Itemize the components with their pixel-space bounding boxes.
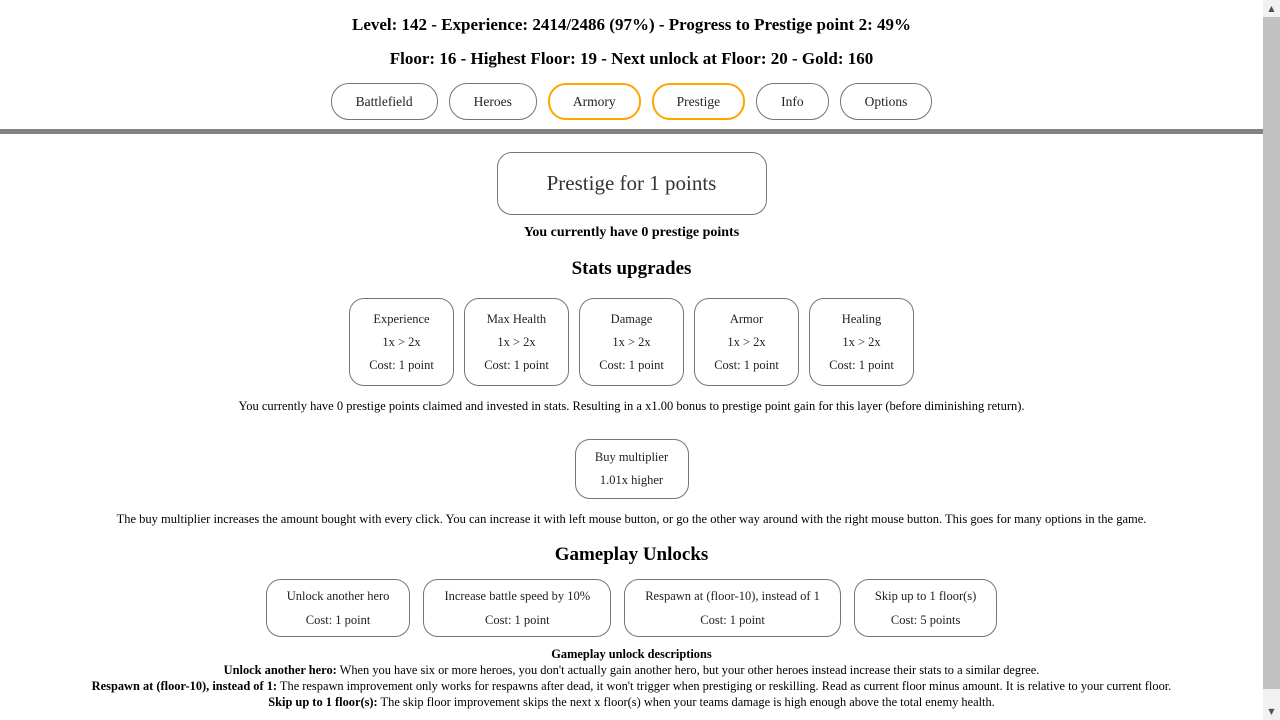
unlock-description-text: The skip floor improvement skips the next x floor(s) when your teams damage is high enough above the total enemy health. [377, 695, 995, 709]
unlock-cost: Cost: 1 point [700, 613, 765, 627]
nav-button-label: Battlefield [355, 93, 413, 109]
stat-change: 1x > 2x [842, 334, 881, 349]
stat-change: 1x > 2x [497, 334, 536, 349]
stat-change: 1x > 2x [612, 334, 651, 349]
buy-multiplier-description: The buy multiplier increases the amount bought with every click. You can increase it with left mouse button, or go the other way around with the right mouse button. This goes for many options in the game. [116, 512, 1147, 526]
stats-upgrades-heading: Stats upgrades [571, 258, 692, 279]
buy-multiplier-value: 1.01x higher [599, 473, 664, 487]
nav-button-label: Prestige [676, 93, 721, 109]
stat-upgrade-button-healing[interactable] [809, 298, 914, 386]
buy-multiplier-button[interactable] [575, 439, 689, 499]
status-line-level: Level: 142 - Experience: 2414/2486 (97%) - Progress to Prestige point 2: 49% [351, 15, 911, 34]
unlock-name: Increase battle speed by 10% [444, 589, 591, 603]
nav-button-label: Info [781, 93, 804, 109]
prestige-button[interactable]: Prestige for 1 points [497, 152, 767, 215]
unlock-descriptions-list [0, 662, 1263, 710]
stat-name: Max Health [486, 311, 547, 326]
stat-name: Armor [729, 311, 764, 326]
unlock-description-text: When you have six or more heroes, you don't actually gain another hero, but your other heroes instead increase their stats to a similar degree. [336, 663, 1040, 677]
nav-button-label: Heroes [473, 93, 512, 109]
gameplay-unlock-button-unlock-another-hero[interactable] [266, 579, 411, 637]
vertical-scrollbar[interactable] [1263, 0, 1280, 720]
stat-upgrade-button-max-health[interactable] [464, 298, 569, 386]
unlock-name: Skip up to 1 floor(s) [874, 589, 977, 603]
unlock-descriptions-heading: Gameplay unlock descriptions [551, 647, 712, 661]
nav-button-options[interactable] [840, 83, 933, 120]
nav-button-label: Armory [572, 93, 616, 109]
main-nav [0, 83, 1263, 120]
stat-cost: Cost: 1 point [829, 357, 894, 372]
scrollbar-thumb[interactable] [1263, 17, 1280, 689]
unlock-description-term: Unlock another hero: [223, 663, 337, 677]
nav-button-prestige[interactable] [652, 83, 746, 120]
stat-cost: Cost: 1 point [369, 357, 434, 372]
stat-name: Healing [841, 311, 882, 326]
unlock-name: Respawn at (floor-10), instead of 1 [645, 589, 820, 603]
header-divider [0, 129, 1280, 134]
nav-button-info[interactable] [756, 83, 829, 120]
unlock-cost: Cost: 1 point [485, 613, 550, 627]
stat-upgrade-button-experience[interactable] [349, 298, 454, 386]
stat-upgrade-button-damage[interactable] [579, 298, 684, 386]
gameplay-unlock-button-skip-up-to-1-floor-s[interactable] [854, 579, 997, 637]
scrollbar-down-arrow-icon[interactable]: ▼ [1268, 707, 1275, 716]
unlock-description-term: Respawn at (floor-10), instead of 1: [91, 679, 278, 693]
stat-name: Damage [610, 311, 653, 326]
unlock-description-line [0, 694, 1263, 710]
unlock-description-line [0, 678, 1263, 694]
gameplay-unlock-button-increase-battle-speed-by-10[interactable] [423, 579, 611, 637]
stats-upgrades-row [0, 298, 1263, 386]
stat-cost: Cost: 1 point [484, 357, 549, 372]
stat-cost: Cost: 1 point [714, 357, 779, 372]
unlock-name: Unlock another hero [286, 589, 390, 603]
unlock-description-term: Skip up to 1 floor(s): [268, 695, 378, 709]
unlock-description-text: The respawn improvement only works for respawns after dead, it won't trigger when prestiging or reskilling. Read as current floor minus amount. It is relative to your current floor. [277, 679, 1172, 693]
stats-invested-summary: You currently have 0 prestige points claimed and invested in stats. Resulting in a x1.00 bonus to prestige point gain for this layer (before diminishing return). [238, 399, 1025, 413]
prestige-points-status: You currently have 0 prestige points [523, 225, 740, 240]
stat-upgrade-button-armor[interactable] [694, 298, 799, 386]
gameplay-unlocks-row [0, 579, 1263, 637]
stat-change: 1x > 2x [727, 334, 766, 349]
unlock-cost: Cost: 1 point [305, 613, 371, 627]
nav-button-label: Options [864, 93, 908, 109]
stat-change: 1x > 2x [382, 334, 421, 349]
scrollbar-up-arrow-icon[interactable]: ▲ [1268, 4, 1275, 13]
nav-button-armory[interactable] [548, 83, 641, 120]
status-line-floor: Floor: 16 - Highest Floor: 19 - Next unlock at Floor: 20 - Gold: 160 [389, 49, 874, 68]
gameplay-unlock-button-respawn-at-floor-10-instead-of-1[interactable] [624, 579, 841, 637]
gameplay-unlocks-heading: Gameplay Unlocks [554, 544, 709, 565]
unlock-description-line [0, 662, 1263, 678]
buy-multiplier-label: Buy multiplier [594, 450, 669, 464]
nav-button-heroes[interactable] [449, 83, 537, 120]
stat-name: Experience [373, 311, 430, 326]
gameplay-unlock-descriptions [0, 646, 1263, 710]
unlock-cost: Cost: 5 points [890, 613, 961, 627]
nav-button-battlefield[interactable] [331, 83, 438, 120]
stat-cost: Cost: 1 point [599, 357, 664, 372]
